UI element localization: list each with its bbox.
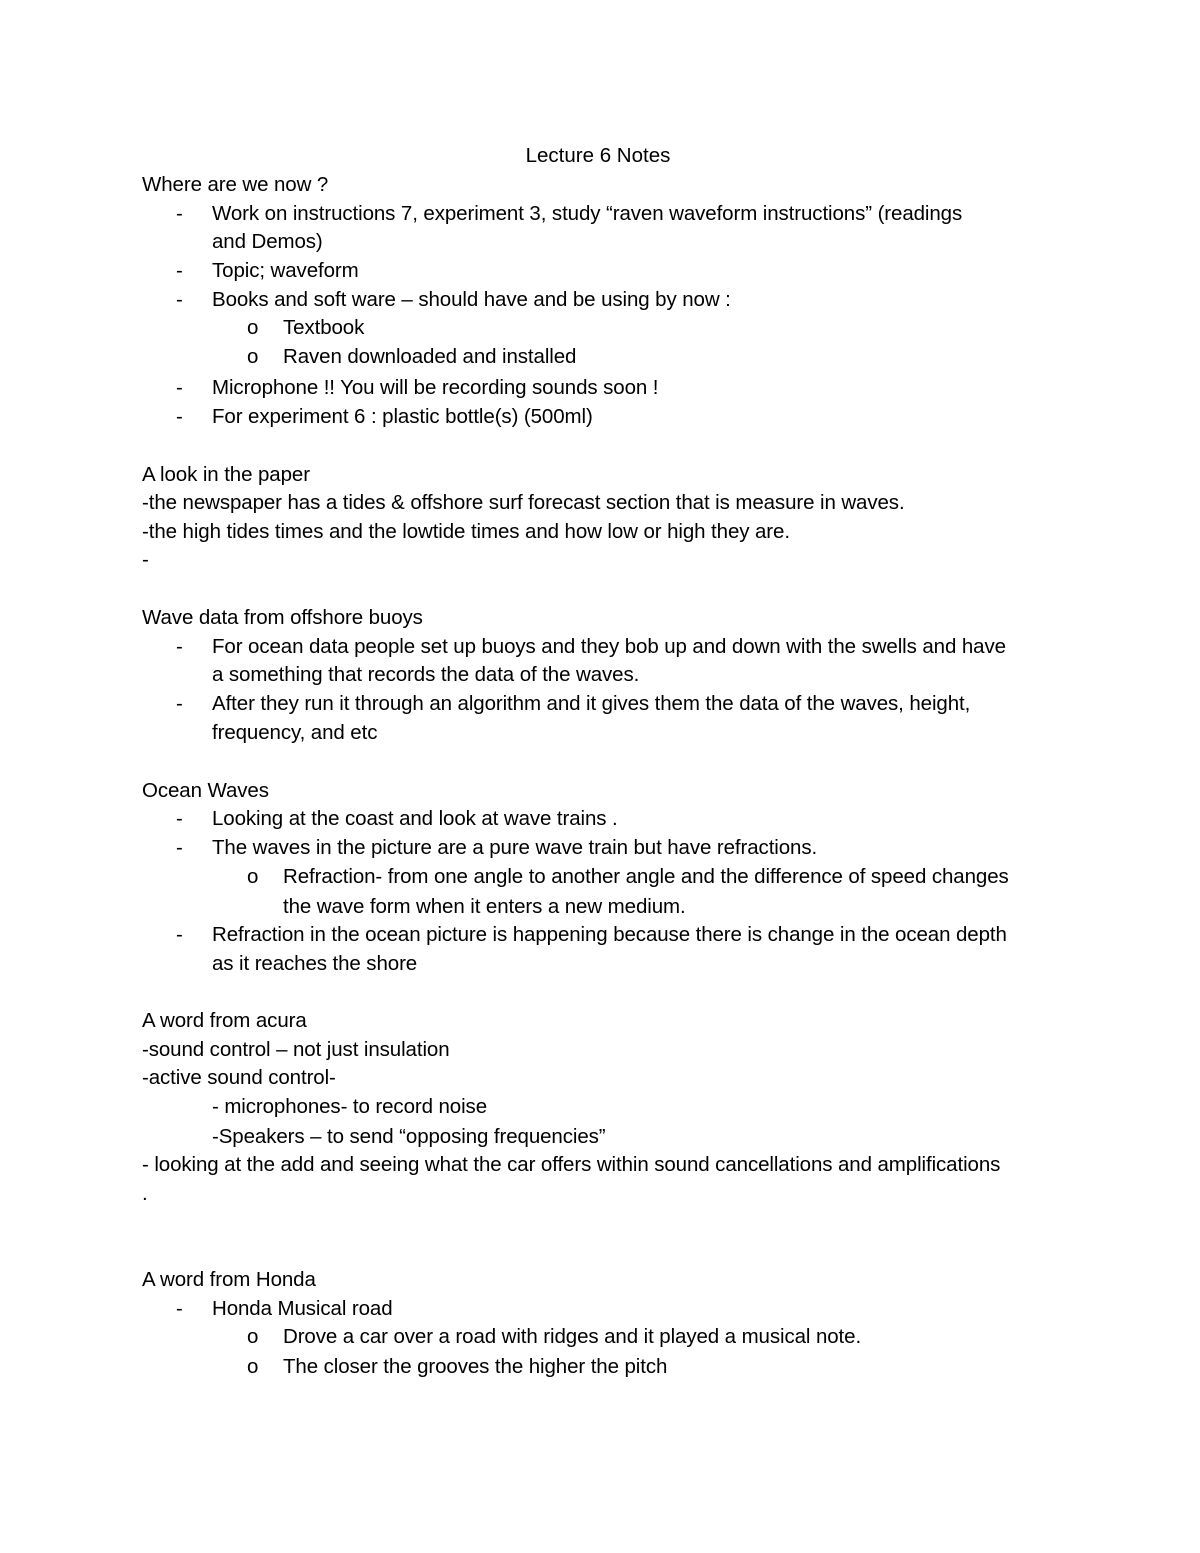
circle-bullet: o (247, 345, 259, 368)
list-item-continuation: frequency, and etc (212, 721, 378, 744)
list-item: Topic; waveform (212, 259, 359, 282)
dash-bullet: - (176, 692, 183, 715)
list-item: Microphone !! You will be recording sounds soon ! (212, 376, 659, 399)
dash-bullet: - (176, 202, 183, 225)
circle-bullet: o (247, 1325, 259, 1348)
page-title: Lecture 6 Notes (525, 144, 671, 167)
text-line: -active sound control- (142, 1066, 336, 1089)
sub-list-item: Raven downloaded and installed (283, 345, 577, 368)
section-heading-wave-data: Wave data from offshore buoys (142, 606, 423, 629)
list-item: After they run it through an algorithm and it gives them the data of the waves, height, (212, 692, 971, 715)
circle-bullet: o (247, 316, 259, 339)
text-line: -the high tides times and the lowtide times and how low or high they are. (142, 520, 790, 543)
list-item-continuation: as it reaches the shore (212, 952, 418, 975)
section-heading-where-now: Where are we now ? (142, 173, 329, 196)
dash-bullet: - (176, 836, 183, 859)
indented-text-line: - microphones- to record noise (212, 1095, 488, 1118)
list-item-continuation: a something that records the data of the waves. (212, 663, 640, 686)
section-heading-honda: A word from Honda (142, 1268, 316, 1291)
indented-text-line: -Speakers – to send “opposing frequencies” (212, 1125, 606, 1148)
dash-bullet: - (176, 807, 183, 830)
dash-bullet: - (176, 635, 183, 658)
dash-bullet: - (176, 288, 183, 311)
dash-bullet: - (176, 923, 183, 946)
section-heading-ocean-waves: Ocean Waves (142, 779, 269, 802)
text-line: -the newspaper has a tides & offshore surf forecast section that is measure in waves. (142, 491, 905, 514)
list-item: Honda Musical road (212, 1297, 393, 1320)
list-item: Looking at the coast and look at wave trains . (212, 807, 618, 830)
text-line: - (142, 548, 149, 571)
dash-bullet: - (176, 1297, 183, 1320)
sub-list-item: Textbook (283, 316, 365, 339)
text-line: . (142, 1182, 148, 1205)
sub-list-item: The closer the grooves the higher the pitch (283, 1355, 668, 1378)
sub-list-item: Refraction- from one angle to another angle and the difference of speed changes (283, 865, 1009, 888)
circle-bullet: o (247, 865, 259, 888)
section-heading-acura: A word from acura (142, 1009, 307, 1032)
list-item: Work on instructions 7, experiment 3, study “raven waveform instructions” (readings (212, 202, 963, 225)
list-item: For ocean data people set up buoys and they bob up and down with the swells and have (212, 635, 1006, 658)
dash-bullet: - (176, 405, 183, 428)
sub-list-item: Drove a car over a road with ridges and it played a musical note. (283, 1325, 862, 1348)
text-line: - looking at the add and seeing what the car offers within sound cancellations and amplifications (142, 1153, 1001, 1176)
dash-bullet: - (176, 259, 183, 282)
list-item: The waves in the picture are a pure wave train but have refractions. (212, 836, 818, 859)
circle-bullet: o (247, 1355, 259, 1378)
list-item: Books and soft ware – should have and be using by now : (212, 288, 731, 311)
list-item: Refraction in the ocean picture is happening because there is change in the ocean depth (212, 923, 1007, 946)
list-item: For experiment 6 : plastic bottle(s) (500ml) (212, 405, 593, 428)
list-item-continuation: and Demos) (212, 230, 323, 253)
section-heading-look-in-paper: A look in the paper (142, 463, 310, 486)
text-line: -sound control – not just insulation (142, 1038, 450, 1061)
sub-list-item-continuation: the wave form when it enters a new medium. (283, 895, 686, 918)
dash-bullet: - (176, 376, 183, 399)
